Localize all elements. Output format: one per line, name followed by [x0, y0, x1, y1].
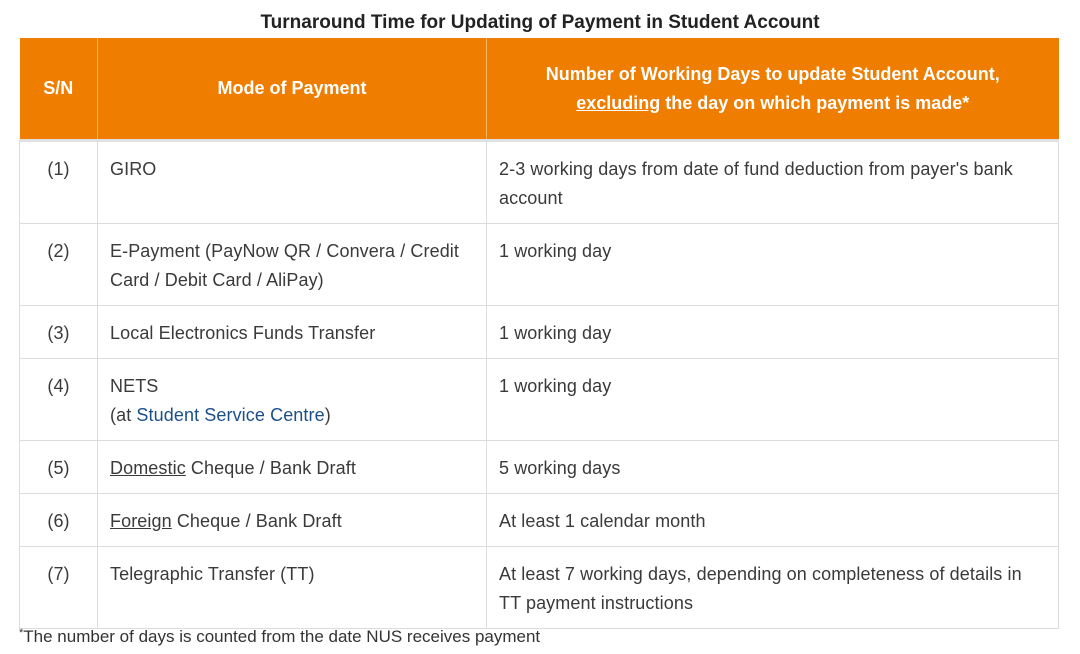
table-row	[20, 547, 1059, 629]
row-mode	[98, 494, 487, 547]
row-sn: (6)	[20, 494, 98, 547]
row-days: At least 1 calendar month	[487, 494, 1059, 547]
row-days: At least 7 working days, depending on completeness of details in TT payment instructions	[487, 547, 1059, 629]
row-days: 1 working day	[487, 359, 1059, 441]
row-sn: (1)	[20, 141, 98, 224]
row-mode-prefix: (at	[110, 405, 137, 425]
row-sn: (3)	[20, 306, 98, 359]
row-mode-suffix: )	[324, 405, 331, 425]
table-title: Turnaround Time for Updating of Payment in Student Account	[260, 12, 820, 33]
header-sn: S/N	[20, 38, 98, 141]
row-mode: E-Payment (PayNow QR / Convera / Credit Card / Debit Card / AliPay)	[98, 224, 487, 306]
table-row	[20, 359, 1059, 441]
header-days-part1: Number of Working Days to update Student Account,	[545, 63, 1000, 84]
table-header-row	[20, 38, 1059, 141]
row-mode-rest: Cheque / Bank Draft	[185, 458, 356, 478]
table-row	[20, 141, 1059, 224]
row-days: 1 working day	[487, 224, 1059, 306]
header-days-part2: the day on which payment is made*	[660, 92, 970, 113]
row-days: 5 working days	[487, 441, 1059, 494]
row-sn: (4)	[20, 359, 98, 441]
table-row	[20, 494, 1059, 547]
row-mode: Local Electronics Funds Transfer	[98, 306, 487, 359]
row-mode: Telegraphic Transfer (TT)	[98, 547, 487, 629]
row-mode-rest: Cheque / Bank Draft	[171, 511, 342, 531]
table-row	[20, 441, 1059, 494]
row-mode-line1: NETS	[110, 376, 159, 396]
row-mode	[98, 359, 487, 441]
row-days: 1 working day	[487, 306, 1059, 359]
footnote-marker: *	[19, 627, 24, 639]
student-service-centre-link[interactable]: Student Service Centre	[136, 405, 325, 425]
row-mode-underlined: Foreign	[110, 511, 172, 531]
row-mode	[98, 441, 487, 494]
footnote-text: The number of days is counted from the date NUS receives payment	[23, 627, 541, 646]
table-row	[20, 224, 1059, 306]
header-mode: Mode of Payment	[98, 38, 487, 141]
turnaround-table	[19, 38, 1059, 629]
row-mode: GIRO	[98, 141, 487, 224]
row-days: 2-3 working days from date of fund deduction from payer's bank account	[487, 141, 1059, 224]
row-sn: (7)	[20, 547, 98, 629]
header-days-excluding: excluding	[576, 92, 661, 113]
table-row	[20, 306, 1059, 359]
header-days	[487, 38, 1059, 141]
row-sn: (5)	[20, 441, 98, 494]
row-sn: (2)	[20, 224, 98, 306]
row-mode-underlined: Domestic	[110, 458, 186, 478]
footnote	[19, 627, 540, 647]
